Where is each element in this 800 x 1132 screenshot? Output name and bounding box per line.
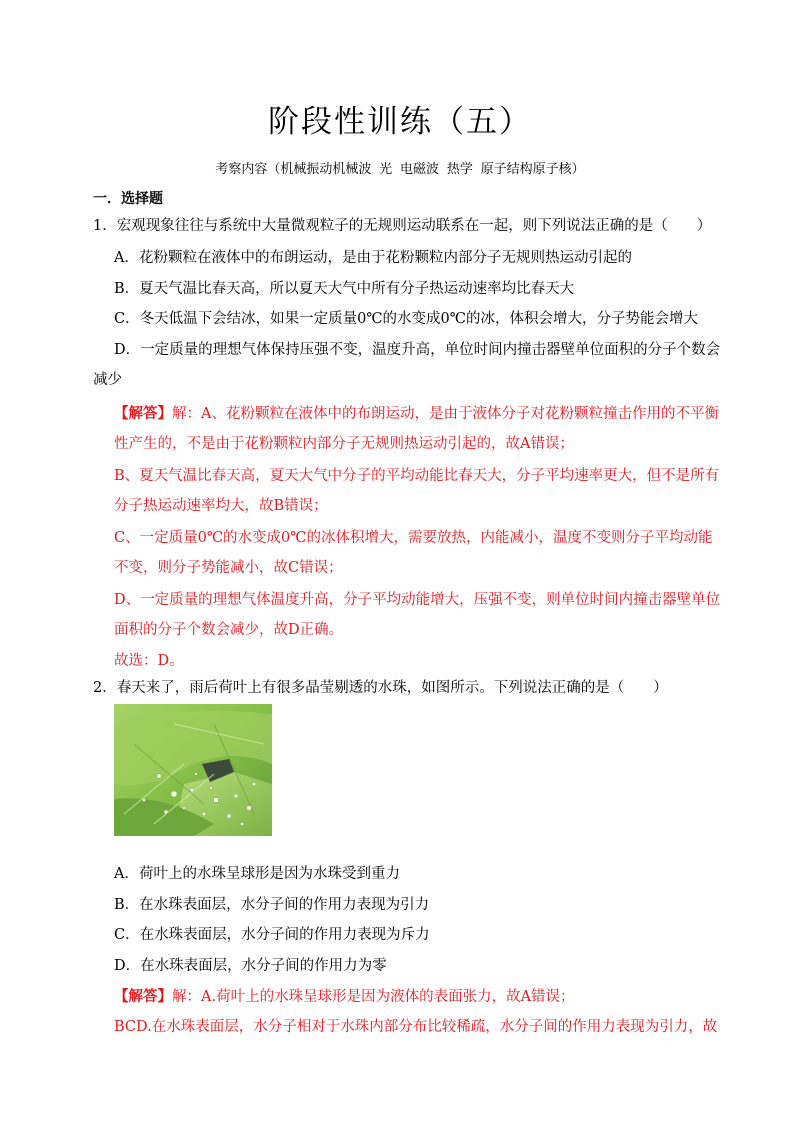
q1-answer-line-7: D、一定质量的理想气体温度升高，分子平均动能增大，压强不变，则单位时间内撞击器壁单位	[114, 592, 721, 608]
page-title: 阶段性训练（五）	[268, 104, 532, 140]
q2-option-a: A．荷叶上的水珠呈球形是因为水珠受到重力	[114, 866, 400, 882]
q1-option-c: C．冬天低温下会结冰，如果一定质量0℃的水变成0℃的冰，体积会增大，分子势能会增大	[114, 311, 698, 327]
answer-tag: 【解答】	[114, 988, 172, 1005]
q2-answer-line-1	[114, 985, 575, 1006]
section-heading: 一．选择题	[93, 191, 163, 207]
q1-option-a: A．花粉颗粒在液体中的布朗运动，是由于花粉颗粒内部分子无规则热运动引起的	[114, 250, 632, 266]
page-subtitle: 考察内容（机械振动机械波 光 电磁波 热学 原子结构原子核）	[215, 162, 585, 177]
q1-option-d-cont: 减少	[93, 372, 122, 388]
answer-tag: 【解答】	[114, 405, 172, 422]
q2-answer-line-2: BCD.在水珠表面层，水分子相对于水珠内部分布比较稀疏，水分子间的作用力表现为引力，故	[114, 1019, 718, 1035]
answer-text: 解：A.荷叶上的水珠呈球形是因为液体的表面张力，故A错误；	[172, 989, 575, 1005]
q1-answer-line-6: 不变，则分子势能减小，故C错误；	[114, 560, 343, 576]
q2-option-d: D．在水珠表面层，水分子间的作用力为零	[114, 958, 387, 974]
q2-option-b: B．在水珠表面层，水分子间的作用力表现为引力	[114, 897, 430, 913]
lotus-leaf-photo	[114, 704, 272, 836]
q1-answer-line-1	[114, 402, 719, 423]
q1-answer-line-3: B、夏天气温比春天高，夏天大气中分子的平均动能比春天大，分子平均速率更大，但不是所有	[114, 468, 720, 484]
q2-option-c: C．在水珠表面层，水分子间的作用力表现为斥力	[114, 927, 430, 943]
q1-stem: 1．宏观现象往往与系统中大量微观粒子的无规则运动联系在一起，则下列说法正确的是（ ）	[93, 218, 712, 234]
q1-answer-line-4: 分子热运动速率均大，故B错误；	[114, 498, 328, 514]
q1-option-d: D．一定质量的理想气体保持压强不变，温度升高，单位时间内撞击器壁单位面积的分子个数会	[114, 342, 721, 358]
q1-answer-line-8: 面积的分子个数会减少，故D正确。	[114, 622, 344, 638]
q2-stem: 2．春天来了，雨后荷叶上有很多晶莹剔透的水珠，如图所示。下列说法正确的是（ ）	[93, 680, 668, 696]
q1-answer-line-2: 性产生的，不是由于花粉颗粒内部分子无规则热运动引起的，故A错误；	[114, 436, 574, 452]
q1-option-b: B．夏天气温比春天高，所以夏天大气中所有分子热运动速率均比春天大	[114, 281, 575, 297]
answer-text: 解：A、花粉颗粒在液体中的布朗运动，是由于液体分子对花粉颗粒撞击作用的不平衡	[172, 406, 719, 422]
q1-answer-line-9: 故选：D。	[114, 653, 184, 669]
q1-answer-line-5: C、一定质量0℃的水变成0℃的冰体积增大，需要放热，内能减小，温度不变则分子平均动能	[114, 530, 713, 546]
